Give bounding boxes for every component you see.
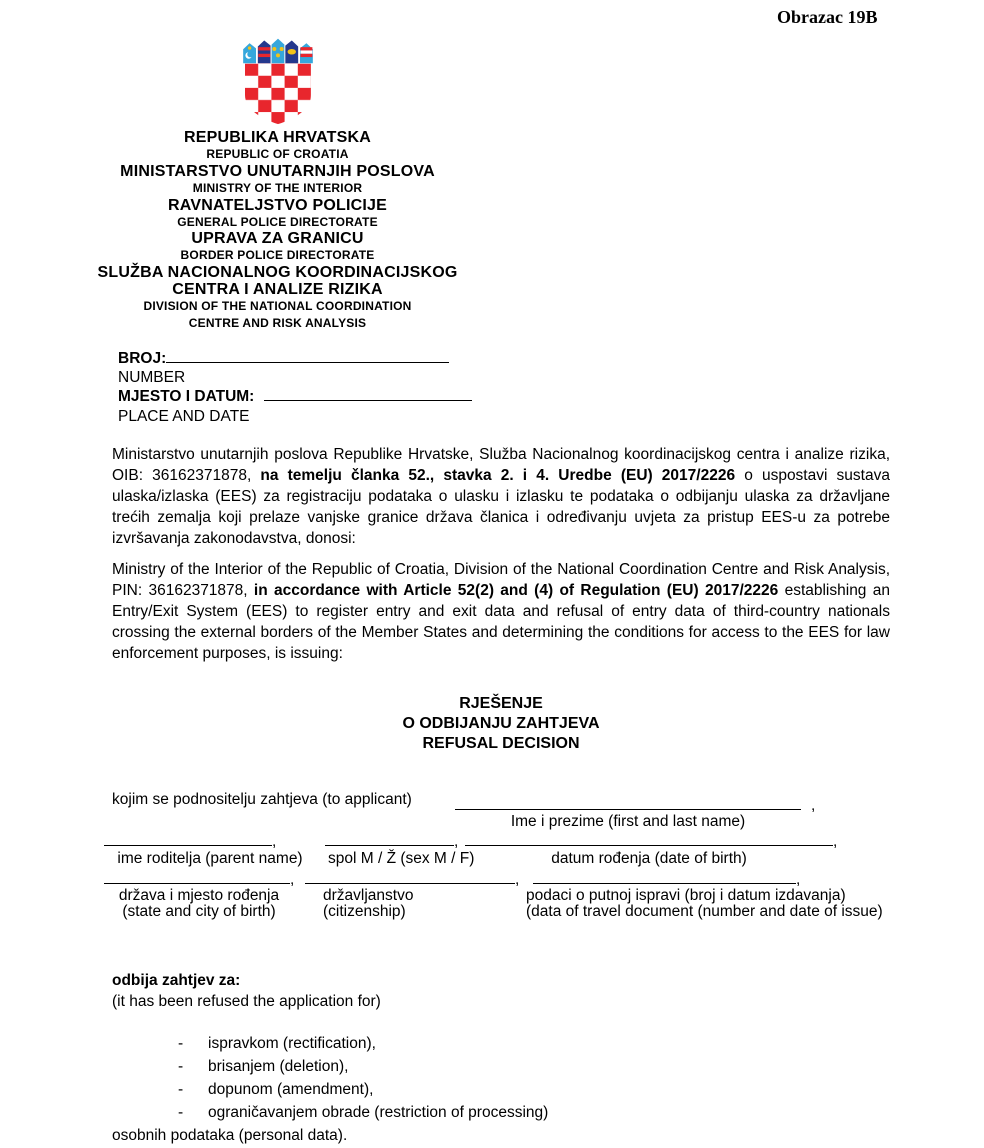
letterhead-line-en: BORDER POLICE DIRECTORATE bbox=[180, 248, 375, 263]
sex-label: spol M / Ž (sex M / F) bbox=[328, 850, 475, 867]
travel-document-label bbox=[526, 888, 883, 920]
citizenship-field bbox=[305, 871, 519, 887]
hyphen-bullet: - bbox=[178, 1081, 184, 1098]
decision-title bbox=[112, 694, 890, 754]
comma: , bbox=[272, 833, 277, 850]
letterhead-line-en: GENERAL POLICE DIRECTORATE bbox=[177, 214, 378, 229]
place-of-birth-label-en: (state and city of birth) bbox=[122, 903, 276, 920]
citizenship-blank bbox=[305, 871, 515, 884]
comma: , bbox=[454, 833, 459, 850]
letterhead-line-en: DIVISION OF THE NATIONAL COORDINATION bbox=[143, 299, 412, 314]
comma: , bbox=[811, 797, 816, 814]
intro-hr-pre: Ministarstvo unutarnjih poslova Republike Hrvatske, Služba Nacionalnog koordinacijskog centra i analize rizika, OIB: 36162371878, bbox=[112, 446, 890, 484]
letterhead-line-en: MINISTRY OF THE INTERIOR bbox=[192, 180, 363, 195]
applicant-intro: kojim se podnositelju zahtjeva (to applicant) bbox=[112, 791, 412, 808]
letterhead-line-en: CENTRE AND RISK ANALYSIS bbox=[188, 315, 367, 330]
list-item bbox=[112, 1101, 890, 1124]
mjesto-datum-blank-line bbox=[264, 388, 472, 401]
letterhead-line-hr: UPRAVA ZA GRANICU bbox=[191, 230, 364, 248]
applicant-name-blank bbox=[455, 797, 801, 810]
list-item bbox=[112, 1055, 890, 1078]
list-item-text: dopunom (amendment), bbox=[208, 1081, 374, 1098]
hyphen-bullet: - bbox=[178, 1104, 184, 1121]
broj-row bbox=[118, 349, 472, 368]
list-item bbox=[112, 1032, 890, 1055]
parent-name-field bbox=[104, 833, 276, 849]
date-of-birth-label: datum rođenja (date of birth) bbox=[551, 850, 747, 867]
place-of-birth-label bbox=[104, 888, 294, 920]
parent-name-blank bbox=[104, 833, 272, 846]
applicant-name-field bbox=[455, 797, 815, 813]
place-of-birth-label-hr: država i mjesto rođenja bbox=[118, 887, 280, 904]
sex-field bbox=[325, 833, 458, 849]
place-of-birth-blank bbox=[104, 871, 290, 884]
decision-title-line-3: REFUSAL DECISION bbox=[422, 735, 580, 752]
travel-document-label-en: (data of travel document (number and date of issue) bbox=[526, 903, 883, 920]
place-date-label: PLACE AND DATE bbox=[118, 407, 250, 425]
refusal-section bbox=[112, 970, 890, 1147]
hyphen-bullet: - bbox=[178, 1058, 184, 1075]
citizenship-label-en: (citizenship) bbox=[323, 903, 406, 920]
decision-title-line-2: O ODBIJANJU ZAHTJEVA bbox=[402, 715, 600, 732]
citizenship-label bbox=[323, 888, 413, 920]
mjesto-row bbox=[118, 387, 472, 406]
letterhead-line-hr: REPUBLIKA HRVATSKA bbox=[183, 129, 371, 146]
refusal-closing: osobnih podataka (personal data). bbox=[112, 1127, 348, 1144]
date-of-birth-field bbox=[465, 833, 837, 849]
intro-en-pre: Ministry of the Interior of the Republic of Croatia, Division of the National Coordination Centre and Risk Analysis, PIN: 36162371878, bbox=[112, 561, 890, 599]
travel-document-label-hr: podaci o putnoj ispravi (broj i datum izdavanja) bbox=[526, 887, 846, 904]
travel-document-field bbox=[533, 871, 800, 887]
travel-document-blank bbox=[533, 871, 796, 884]
croatia-coat-of-arms-icon bbox=[232, 38, 324, 126]
comma: , bbox=[796, 871, 801, 888]
comma: , bbox=[515, 871, 520, 888]
list-item bbox=[112, 1078, 890, 1101]
comma: , bbox=[290, 871, 295, 888]
applicant-name-label: Ime i prezime (first and last name) bbox=[510, 813, 746, 830]
list-item-text: ograničavanjem obrade (restriction of processing) bbox=[208, 1104, 549, 1121]
hyphen-bullet: - bbox=[178, 1035, 184, 1052]
letterhead-line-hr: MINISTARSTVO UNUTARNJIH POSLOVA bbox=[120, 162, 435, 180]
parent-name-label: ime roditelja (parent name) bbox=[117, 850, 303, 867]
letterhead-line-hr: SLUŽBA NACIONALNOG KOORDINACIJSKOG bbox=[97, 264, 458, 282]
sex-blank bbox=[325, 833, 454, 846]
intro-paragraph-croatian bbox=[112, 444, 890, 549]
intro-en-legal-basis: in accordance with Article 52(2) and (4) of Regulation (EU) 2017/2226 bbox=[253, 582, 779, 599]
reference-block bbox=[118, 349, 472, 426]
form-code: Obrazac 19B bbox=[777, 7, 878, 27]
place-of-birth-field bbox=[104, 871, 294, 887]
intro-paragraph-english bbox=[112, 559, 890, 664]
refusal-list bbox=[112, 1032, 890, 1124]
citizenship-label-hr: državljanstvo bbox=[323, 887, 414, 904]
letterhead-line-hr: RAVNATELJSTVO POLICIJE bbox=[168, 196, 387, 214]
date-of-birth-blank bbox=[465, 833, 833, 846]
letterhead-line-hr: CENTRA I ANALIZE RIZIKA bbox=[172, 281, 383, 299]
broj-blank-line bbox=[166, 350, 449, 363]
intro-hr-post: o uspostavi sustava ulaska/izlaska (EES) za registraciju podataka o ulasku i izlasku te podataka o odbijanju ulaska za državljane trećih zemalja koji prelaze vanjske granice država članica i određivanju uvjeta za pristup EES-u za potrebe izvršavanja zakonodavstva, donosi: bbox=[112, 467, 890, 547]
refusal-heading-hr: odbija zahtjev za: bbox=[112, 972, 241, 989]
mjesto-datum-label: MJESTO I DATUM: bbox=[118, 388, 255, 406]
letterhead-line-en: REPUBLIC OF CROATIA bbox=[206, 147, 349, 161]
intro-hr-legal-basis: na temelju članka 52., stavka 2. i 4. Uredbe (EU) 2017/2226 bbox=[260, 467, 736, 484]
letterhead bbox=[85, 38, 470, 332]
intro-en-post: establishing an Entry/Exit System (EES) to register entry and exit data and refusal of entry data of third-country nationals crossing the external borders of the Member States and determining the conditions for access to the EES for law enforcement purposes, is issuing: bbox=[112, 582, 890, 662]
decision-title-line-1: RJEŠENJE bbox=[459, 695, 543, 712]
comma: , bbox=[833, 833, 838, 850]
broj-label: BROJ: bbox=[118, 350, 167, 367]
list-item-text: brisanjem (deletion), bbox=[208, 1058, 349, 1075]
number-label: NUMBER bbox=[118, 369, 186, 387]
refusal-heading-en: (it has been refused the application for) bbox=[112, 993, 381, 1010]
list-item-text: ispravkom (rectification), bbox=[208, 1035, 376, 1052]
